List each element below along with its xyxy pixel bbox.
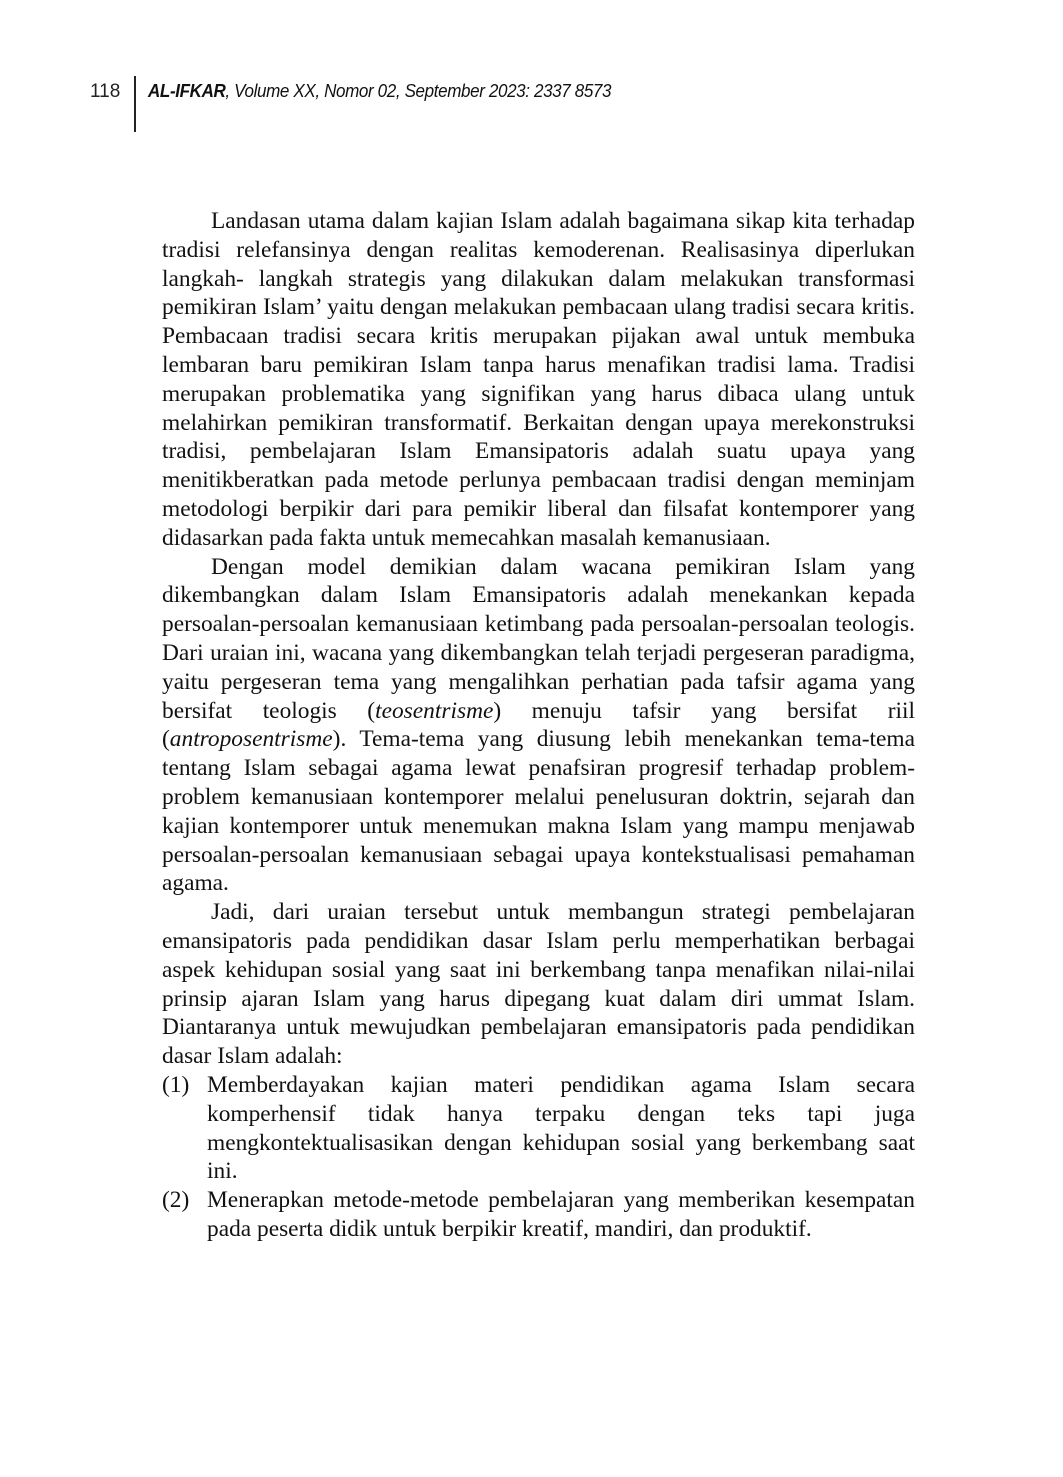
journal-citation (148, 79, 611, 103)
journal-details: , Volume XX, Nomor 02, September 2023: 2337 8573 (225, 80, 612, 101)
paragraph: Jadi, dari uraian tersebut untuk membangun strategi pembelajaran emansipatoris pada pendidikan dasar Islam perlu memperhatikan berbagai aspek kehidupan sosial yang saat ini berkembang tanpa menafikan nilai-nilai prinsip ajaran Islam yang harus dipegang kuat dalam diri ummat Islam. Diantaranya untuk mewujudkan pembelajaran emansipatoris pada pendidikan dasar Islam adalah: (162, 899, 915, 1070)
list-item-text: Memberdayakan kajian materi pendidikan agama Islam secara komperhensif tidak hanya terpaku dengan teks tapi juga mengkontektualisasikan dengan kehidupan sosial yang berkembang saat ini. (207, 1071, 915, 1185)
paragraph-text: Dengan model demikian dalam wacana pemikiran Islam yang dikembangkan dalam Islam Emansipatoris adalah menekankan kepada persoalan-persoalan kemanusiaan ketimbang pada persoalan-persoalan teologis. Dari uraian ini, wacana yang dikembangkan telah terjadi pergeseran paradigma, yaitu pergeseran tema yang mengalihkan perhatian pada tafsir agama yang bersifat teologis ( (162, 553, 915, 724)
list-item-text: Menerapkan metode-metode pembelajaran yang memberikan kesempatan pada peserta didik untuk berpikir kreatif, mandiri, dan produktif. (207, 1187, 915, 1242)
running-header (0, 76, 1063, 136)
paragraph-text: ). Tema-tema yang diusung lebih menekankan tema-tema tentang Islam sebagai agama lewat penafsiran progresif terhadap problem- problem kemanusiaan kontemporer melalui penelusuran doktrin, sejarah dan kajian kontemporer untuk menemukan makna Islam yang mampu menjawab persoalan-persoalan kemanusiaan sebagai upaya kontekstualisasi pemahaman agama. (162, 726, 915, 897)
paragraph-text: ) menuju tafsir yang bersifat riil ( (162, 697, 915, 753)
journal-name: AL-IFKAR (148, 80, 226, 101)
article-body (162, 207, 915, 1244)
page-number: 118 (90, 81, 121, 102)
numbered-list (162, 1071, 915, 1244)
header-divider (134, 76, 136, 132)
list-item (162, 1186, 915, 1244)
paragraph: Landasan utama dalam kajian Islam adalah bagaimana sikap kita terhadap tradisi relefansinya dengan realitas kemoderenan. Realisasinya diperlukan langkah- langkah strategis yang dilakukan dalam melakukan transformasi pemikiran Islam’ yaitu dengan melakukan pembacaan ulang tradisi secara kritis. Pembacaan tradisi secara kritis merupakan pijakan awal untuk membuka lembaran baru pemikiran Islam tanpa harus menafikan tradisi lama. Tradisi merupakan problematika yang signifikan yang harus dibaca ulang untuk melahirkan pemikiran transformatif. Berkaitan dengan upaya merekonstruksi tradisi, pembelajaran Islam Emansipatoris adalah suatu upaya yang menitikberatkan pada metode perlunya pembacaan tradisi dengan meminjam metodologi berpikir dari para pemikir liberal dan filsafat kontemporer yang didasarkan pada fakta untuk memecahkan masalah kemanusiaan. (162, 208, 915, 551)
italic-term: teosentrisme (375, 697, 494, 724)
list-item-number: (1) (162, 1071, 190, 1098)
list-item (162, 1071, 915, 1186)
paragraph (162, 553, 915, 899)
list-item-number: (2) (162, 1187, 190, 1214)
italic-term: antroposentrisme (169, 726, 333, 753)
